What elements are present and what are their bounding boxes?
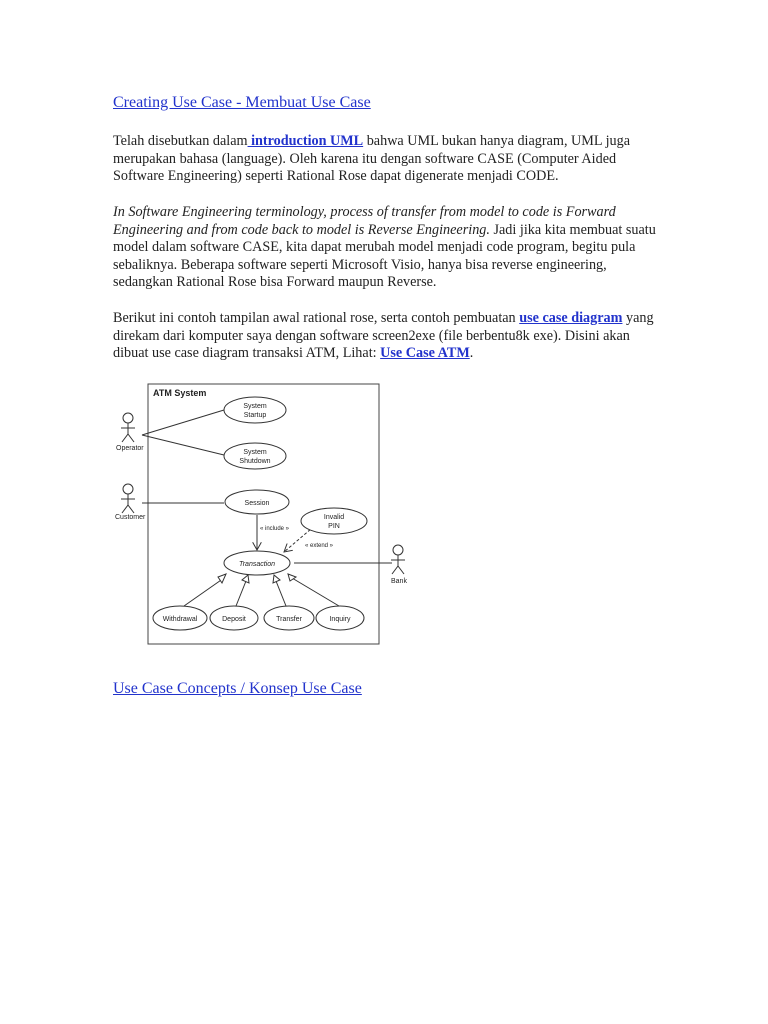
intro-paragraph: [113, 133, 661, 186]
engineering-paragraph: [113, 204, 661, 292]
section-title-creating-use-case[interactable]: Creating Use Case - Membuat Use Case: [113, 94, 371, 111]
para3-text-before: Berikut ini contoh tampilan awal rational rose, serta contoh pembuatan: [113, 310, 520, 326]
include-label: « include »: [260, 526, 290, 532]
invalid-pin-label-line1: Invalid: [323, 514, 345, 521]
bank-actor: [391, 545, 405, 574]
deposit-generalization: [236, 581, 246, 606]
inquiry-label: Inquiry: [329, 616, 351, 623]
para3-text-middle: yang direkam dari komputer saya dengan software screen2exe (file berbentu8k exe). Disini akan dibuat use case diagram transaksi ATM, Lihat:: [113, 310, 654, 361]
operator-actor: [121, 413, 135, 442]
para2-text-after: Jadi jika kita membuat suatu model dalam software CASE, kita dapat merubah model menjadi code program, begitu pula sebaliknya. Beberapa software seperti Microsoft Visio, hanya bisa reverse engineering, sedangkan Rational Rose bisa Forward maupun Reverse.: [113, 221, 656, 290]
withdrawal-label: Withdrawal: [162, 616, 198, 623]
system-title: ATM System: [153, 388, 207, 398]
deposit-label: Deposit: [222, 616, 246, 623]
startup-label-line2: Startup: [243, 412, 267, 419]
section-title-use-case-concepts[interactable]: Use Case Concepts / Konsep Use Case: [113, 680, 362, 697]
startup-label-line1: System: [243, 403, 267, 410]
introduction-uml-link[interactable]: introduction UML: [247, 133, 364, 149]
customer-actor: [121, 484, 135, 513]
session-label: Session: [244, 500, 270, 507]
transfer-generalization: [276, 581, 286, 606]
use-case-diagram-link[interactable]: use case diagram: [519, 310, 623, 326]
customer-label: Customer: [115, 514, 146, 521]
system-startup-use-case: [224, 397, 286, 423]
transaction-label: Transaction: [238, 561, 276, 568]
para1-text-before: Telah disebutkan dalam: [113, 133, 248, 149]
inquiry-generalization: [292, 578, 339, 606]
operator-label: Operator: [116, 445, 144, 452]
shutdown-label-line1: System: [243, 449, 267, 456]
shutdown-label-line2: Shutdown: [239, 458, 271, 465]
para1-text-after: bahwa UML bukan hanya diagram, UML juga merupakan bahasa (language). Oleh karena itu dengan software CASE (Computer Aided Software Engineering) seperti Rational Rose dapat digenerate menjadi CODE.: [113, 133, 631, 184]
bank-label: Bank: [391, 578, 407, 585]
system-shutdown-use-case: [224, 443, 286, 469]
invalid-pin-use-case: [301, 508, 367, 534]
example-paragraph: [113, 310, 661, 363]
operator-shutdown-association: [142, 435, 224, 455]
withdrawal-generalization: [184, 578, 224, 606]
invalid-pin-label-line2: PIN: [328, 523, 340, 530]
operator-startup-association: [142, 410, 224, 435]
extend-label: « extend »: [305, 543, 334, 549]
engineering-italic-text: In Software Engineering terminology, process of transfer from model to code is Forward Engineering and from code back to model is Reverse Engineering.: [113, 204, 616, 238]
atm-use-case-diagram: [112, 378, 412, 650]
use-case-atm-link[interactable]: Use Case ATM: [380, 345, 470, 361]
para3-text-after: .: [469, 345, 474, 361]
transfer-label: Transfer: [276, 616, 302, 623]
